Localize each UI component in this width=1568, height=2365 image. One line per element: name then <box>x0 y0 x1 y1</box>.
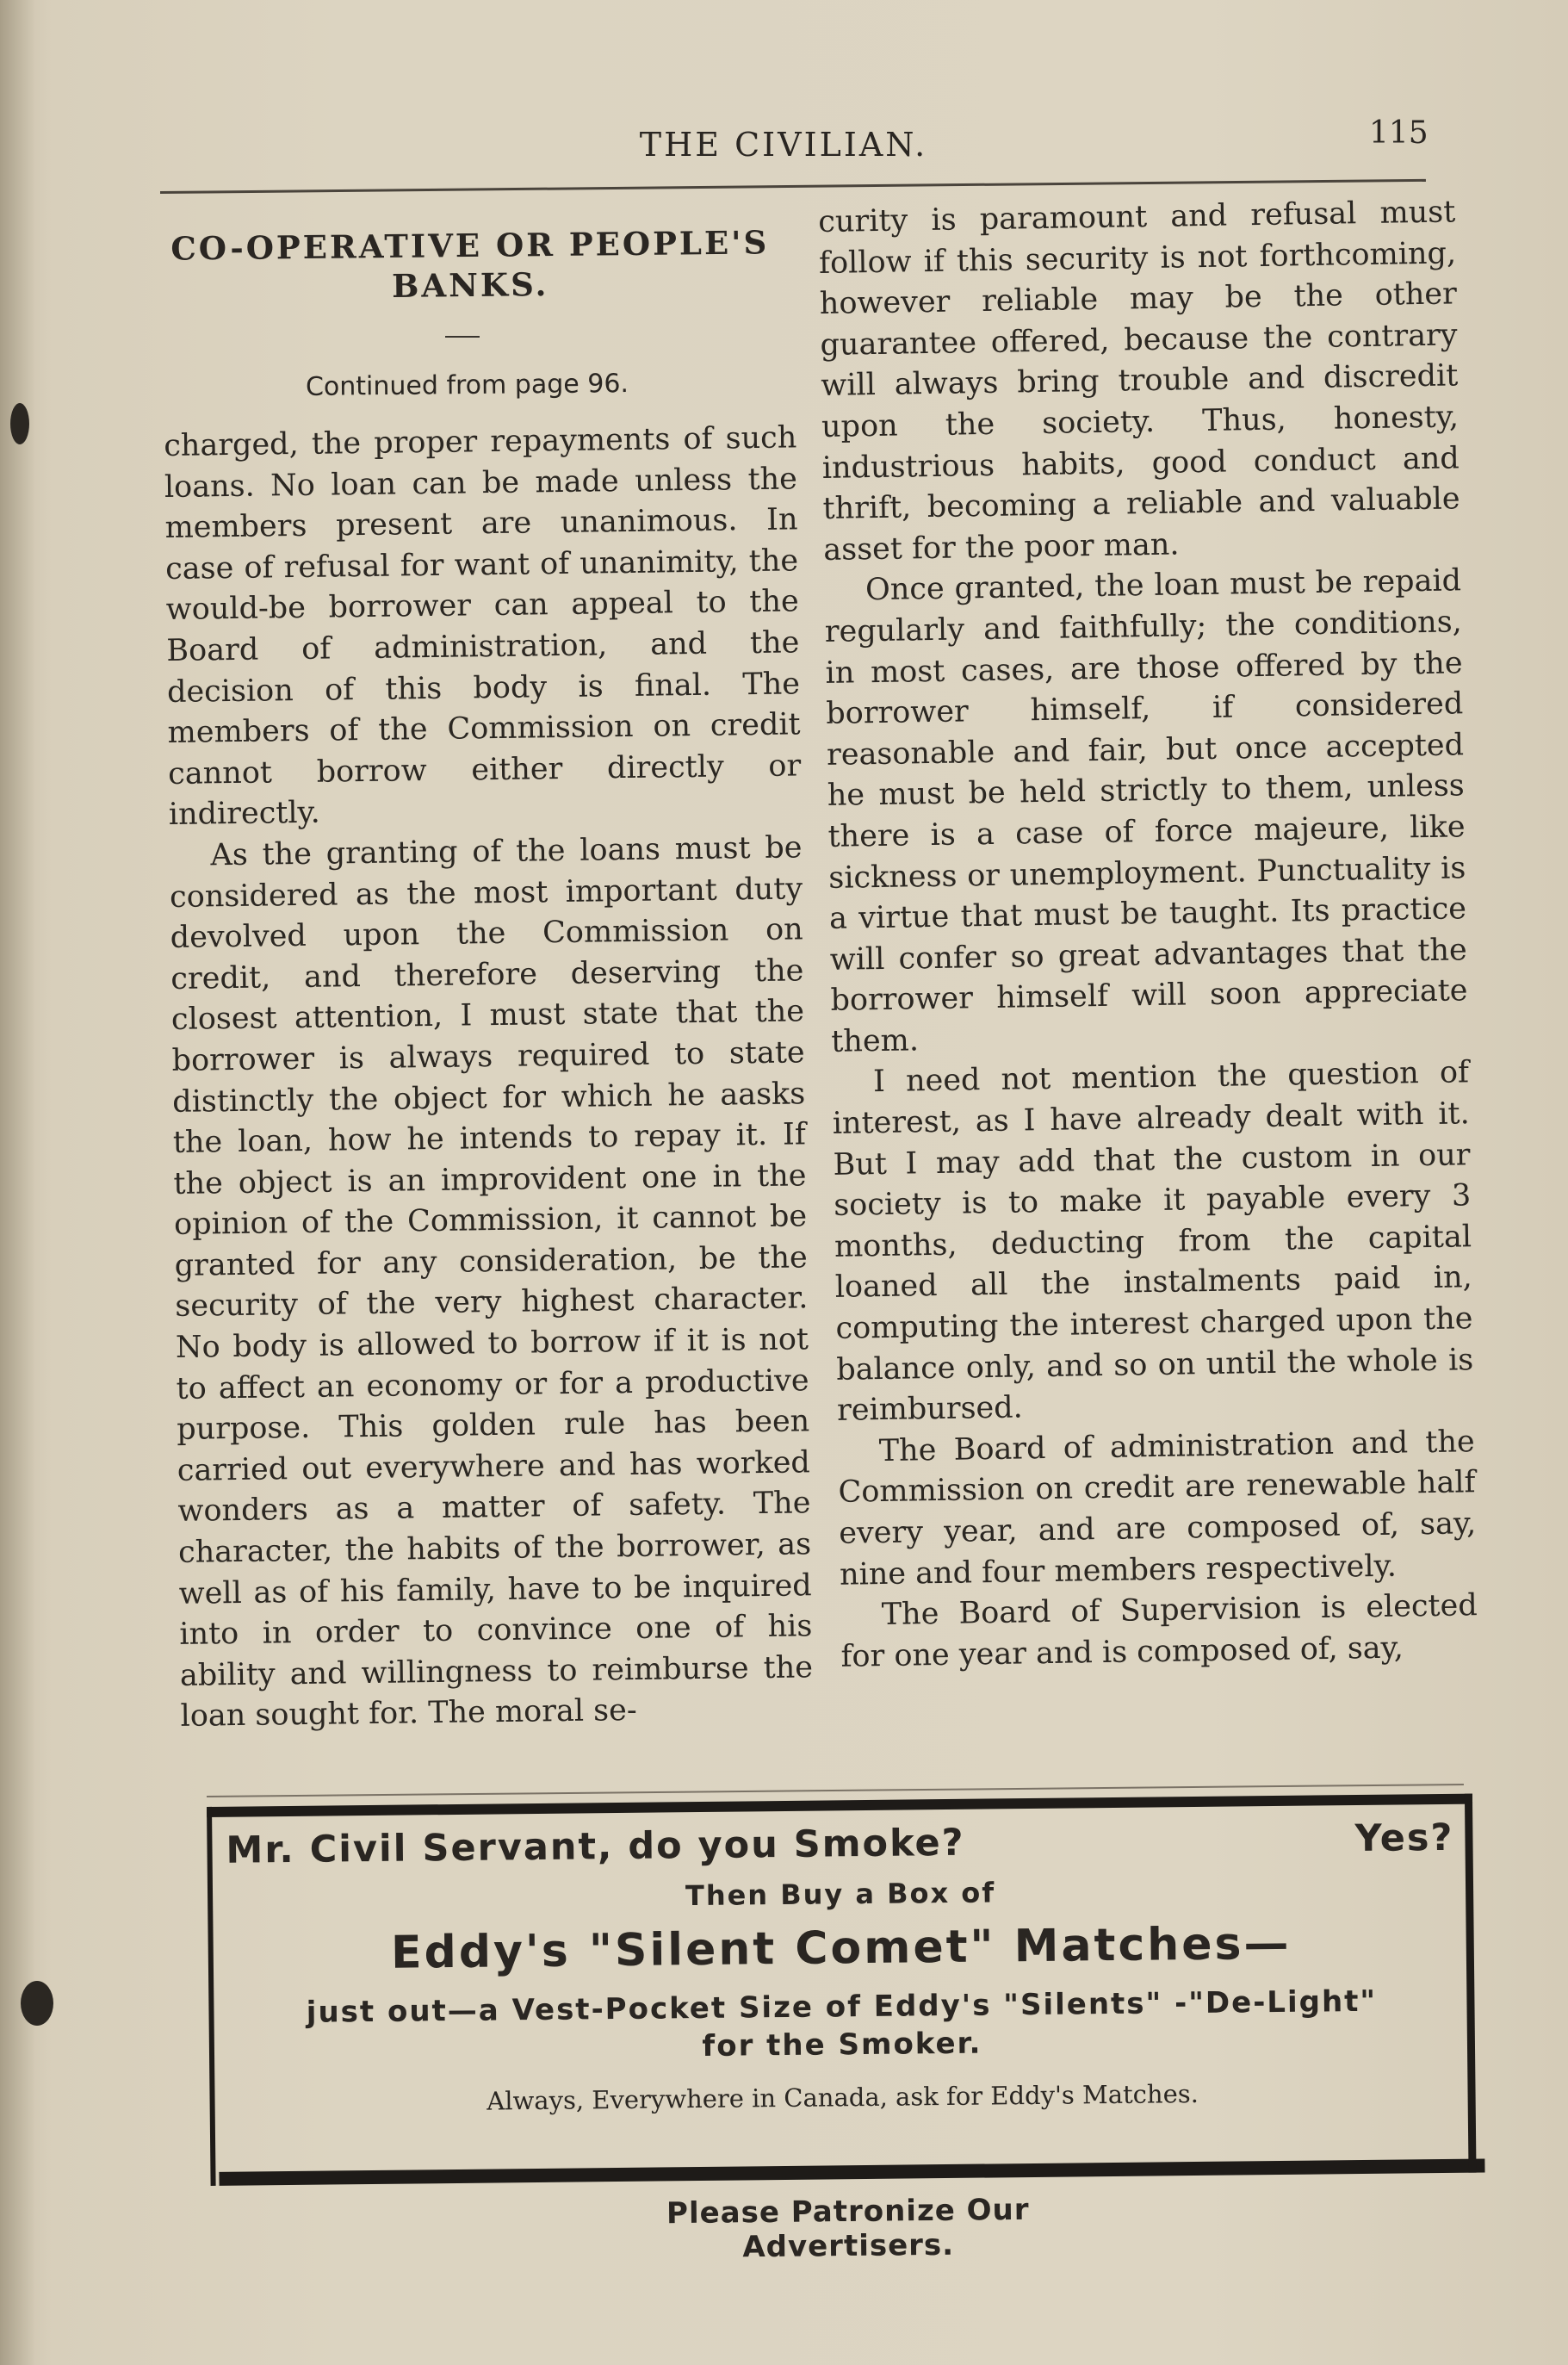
paragraph: charged, the proper repayments of such loans. No loan can be made unless the members present are unanimous. In case of refusal for want of unanimity, the would-be borrower can appeal to the Board of administration, and the decision of this body is final. The members of the Commission on credit cannot borrow either directly or indirectly. <box>164 420 802 833</box>
ad-product-name: Eddy's "Silent Comet" Matches— <box>390 1917 1292 1979</box>
article-title: CO-OPERATIVE OR PEOPLE'S BANKS. <box>170 223 770 305</box>
paragraph: As the granting of the loans must be considered as the most important duty devolved upon the Commission on credit, and therefore deserving the closest attention, I must state that the borrower is always required to state distinctly the object for which he aasks the loan, how he intends to repay it. If the object is an improvident one in the opinion of the Commission, it cannot be granted for any consideration, be the security of the very highest character. No body is allowed to borrow if it is not to affect an economy or for a productive purpose. This golden rule has been carried out everywhere and has worked wonders as a matter of safety. The character, the habits of the borrower, as well as of his family, have to be inquired into in order to convince one of his ability and willingness to reimburse the loan sought for. The moral se- <box>169 830 814 1735</box>
ad-answer: Yes? <box>1354 1816 1454 1861</box>
ad-headline <box>226 1816 1453 1872</box>
binding-hole-bottom <box>21 1981 53 2026</box>
binding-hole-top <box>10 403 29 444</box>
ad-tagline: Always, Everywhere in Canada, ask for Eddy's Matches. <box>487 2078 1199 2116</box>
ad-description-line: just out—a Vest-Pocket Size of Eddy's "Silents" -"De-Light" <box>306 1983 1378 2030</box>
page-number: 115 <box>1369 115 1429 151</box>
continued-note: Continued from page 96. <box>305 369 629 402</box>
ad-description <box>227 1982 1456 2070</box>
title-separator <box>445 336 480 338</box>
left-column <box>164 418 814 1737</box>
paragraph: The Board of Supervision is elected for one year and is composed of, say, <box>840 1588 1478 1674</box>
paragraph: I need not mention the question of interest, as I have already dealt with it. But I may add that the custom in our society is to make it payable every 3 months, deducting from the capital loaned all the instalments paid in, computing the interest charged upon the balance only, and so on until the whole is reimbursed. <box>832 1055 1474 1429</box>
paragraph: Once granted, the loan must be repaid regularly and faithfully; the conditions, in most cases, are those offered by the borrower himself, if considered reasonable and fair, but once accepted he must be held strictly to them, unless there is a case of force majeure, like sickness or unemployment. Punctuality is a virtue that must be taught. Its practice will confer so great advantages that the borrower himself will soon appreciate them. <box>824 563 1468 1059</box>
ad-border <box>219 2158 1484 2185</box>
ad-content <box>226 1816 1456 2119</box>
ad-border <box>207 1794 1472 1817</box>
ad-border <box>1465 1794 1477 2173</box>
advertisement-box <box>207 1794 1477 2186</box>
ad-description-line: for the Smoker. <box>702 2026 982 2064</box>
paragraph: curity is paramount and refusal must follow if this security is not forthcoming, however reliable may be the other guarantee offered, because the contrary will always bring trouble and discredit upon the society. Thus, honesty, industrious habits, good conduct and thrift, becoming a reliable and valuable asset for the poor man. <box>818 195 1460 568</box>
header-rule <box>160 179 1426 194</box>
ad-border <box>207 1807 216 2186</box>
footer-text: Please Patronize Our Advertisers. <box>666 2192 1030 2265</box>
running-title: THE CIVILIAN. <box>639 126 928 164</box>
right-column <box>818 192 1478 1678</box>
ad-question: Mr. Civil Servant, do you Smoke? <box>226 1821 965 1872</box>
ad-subline: Then Buy a Box of <box>685 1876 996 1913</box>
paragraph: The Board of administration and the Commission on credit are renewable half every year, and are composed of, say, nine and four members respectively. <box>838 1425 1477 1592</box>
